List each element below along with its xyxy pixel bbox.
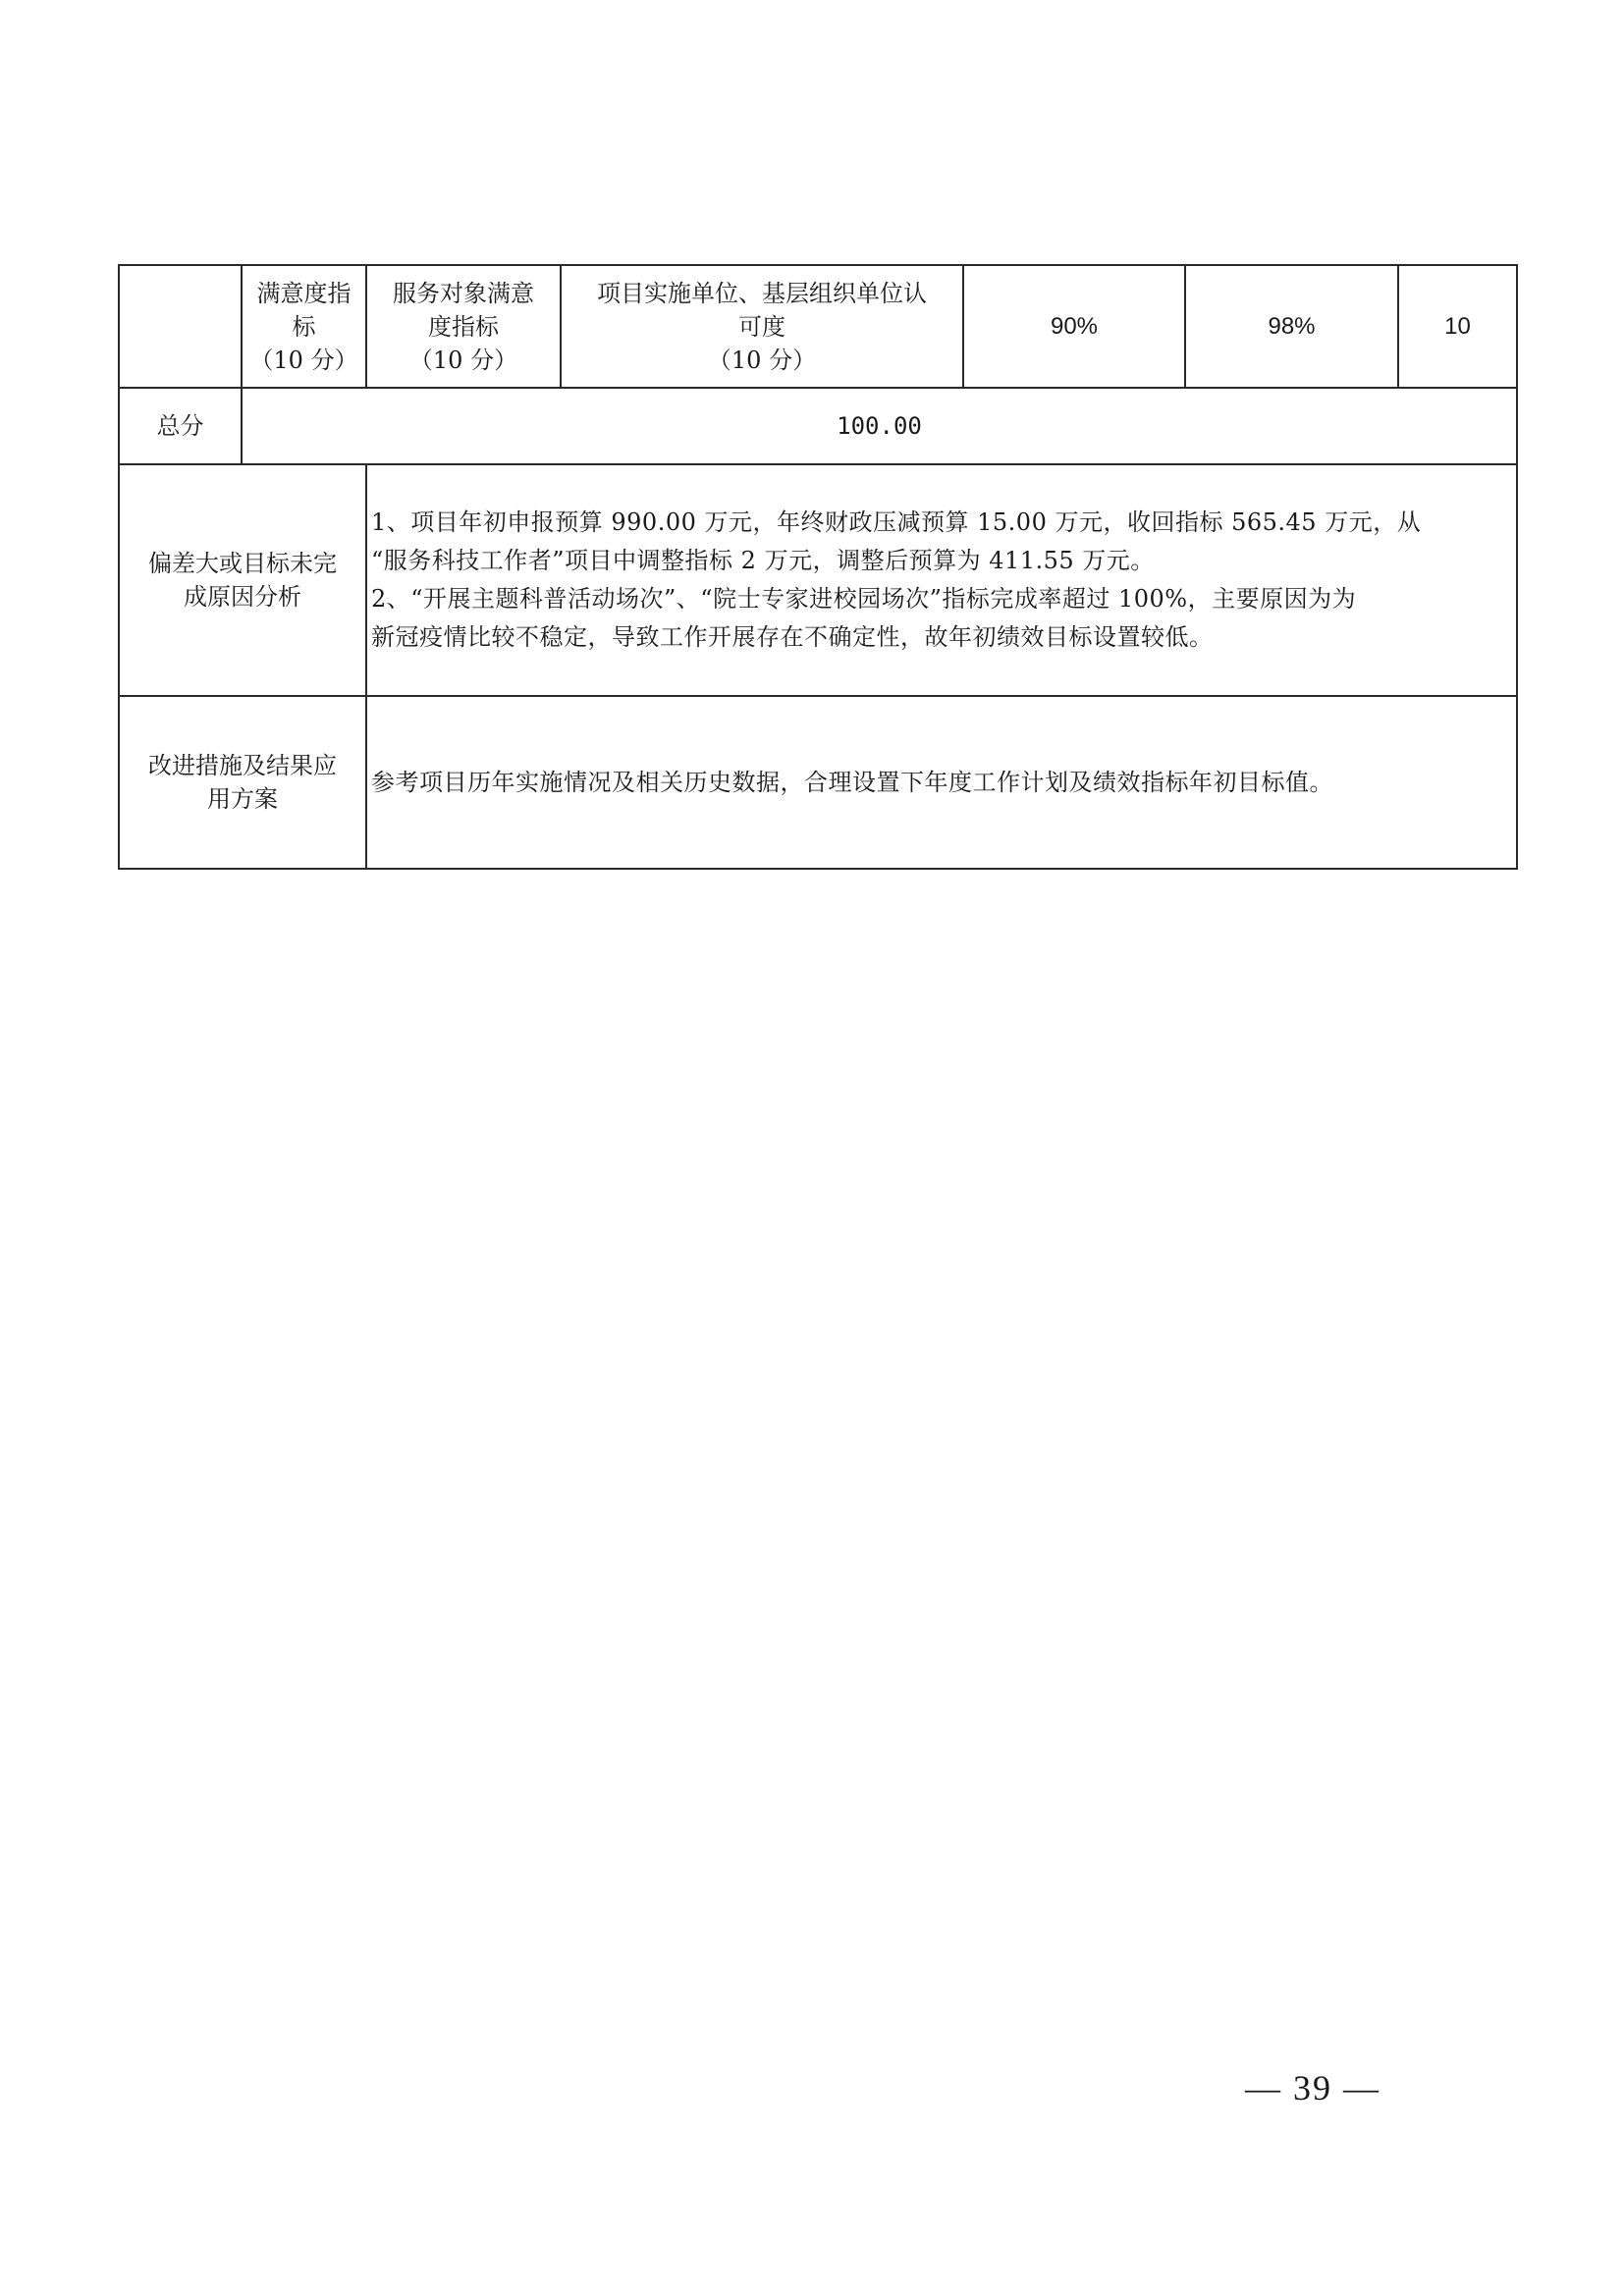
improvement-row	[119, 696, 1517, 869]
deviation-row	[119, 464, 1517, 696]
cell-line: 服务对象满意	[393, 279, 534, 307]
cell-line: 标	[292, 312, 316, 341]
total-label-cell: 总分	[119, 388, 242, 464]
cell-line: 度指标	[428, 312, 499, 341]
satisfaction-row	[119, 265, 1517, 388]
indicator-level2-cell	[366, 265, 561, 388]
paragraph-line: “服务科技工作者”项目中调整指标 2 万元，调整后预算为 411.55 万元。	[371, 547, 1155, 574]
cell-line: 项目实施单位、基层组织单位认	[597, 279, 927, 307]
cell-line: 成原因分析	[184, 583, 301, 611]
page-number: — 39 —	[1245, 2068, 1380, 2108]
indicator-level1-cell	[242, 265, 366, 388]
cell-line: 可度	[738, 312, 785, 341]
total-value-cell: 100.00	[242, 388, 1517, 464]
performance-table	[118, 264, 1518, 870]
cell-line: （10 分）	[707, 346, 817, 374]
deviation-content-cell	[366, 464, 1517, 696]
deviation-label-cell	[119, 464, 366, 696]
total-row	[119, 388, 1517, 464]
cell-line: 偏差大或目标未完	[148, 550, 337, 577]
target-value-cell: 90%	[963, 265, 1185, 388]
paragraph-line: 1、项目年初申报预算 990.00 万元，年终财政压减预算 15.00 万元，收回指标 565.45 万元，从	[371, 508, 1422, 536]
indicator-level3-cell	[561, 265, 963, 388]
improvement-content-cell: 参考项目历年实施情况及相关历史数据，合理设置下年度工作计划及绩效指标年初目标值。	[366, 696, 1517, 869]
cell-line: 满意度指	[256, 279, 352, 307]
cell-line: 改进措施及结果应	[148, 752, 337, 779]
cell-line: （10 分）	[408, 346, 518, 374]
cell-line: （10 分）	[249, 346, 358, 374]
actual-value-cell: 98%	[1185, 265, 1398, 388]
score-cell: 10	[1398, 265, 1517, 388]
paragraph-line: 2、“开展主题科普活动场次”、“院士专家进校园场次”指标完成率超过 100%，主要原因为为	[371, 585, 1357, 613]
empty-category-cell	[119, 265, 242, 388]
cell-line: 用方案	[207, 785, 278, 813]
improvement-label-cell	[119, 696, 366, 869]
paragraph-line: 新冠疫情比较不稳定，导致工作开展存在不确定性，故年初绩效目标设置较低。	[371, 623, 1214, 651]
